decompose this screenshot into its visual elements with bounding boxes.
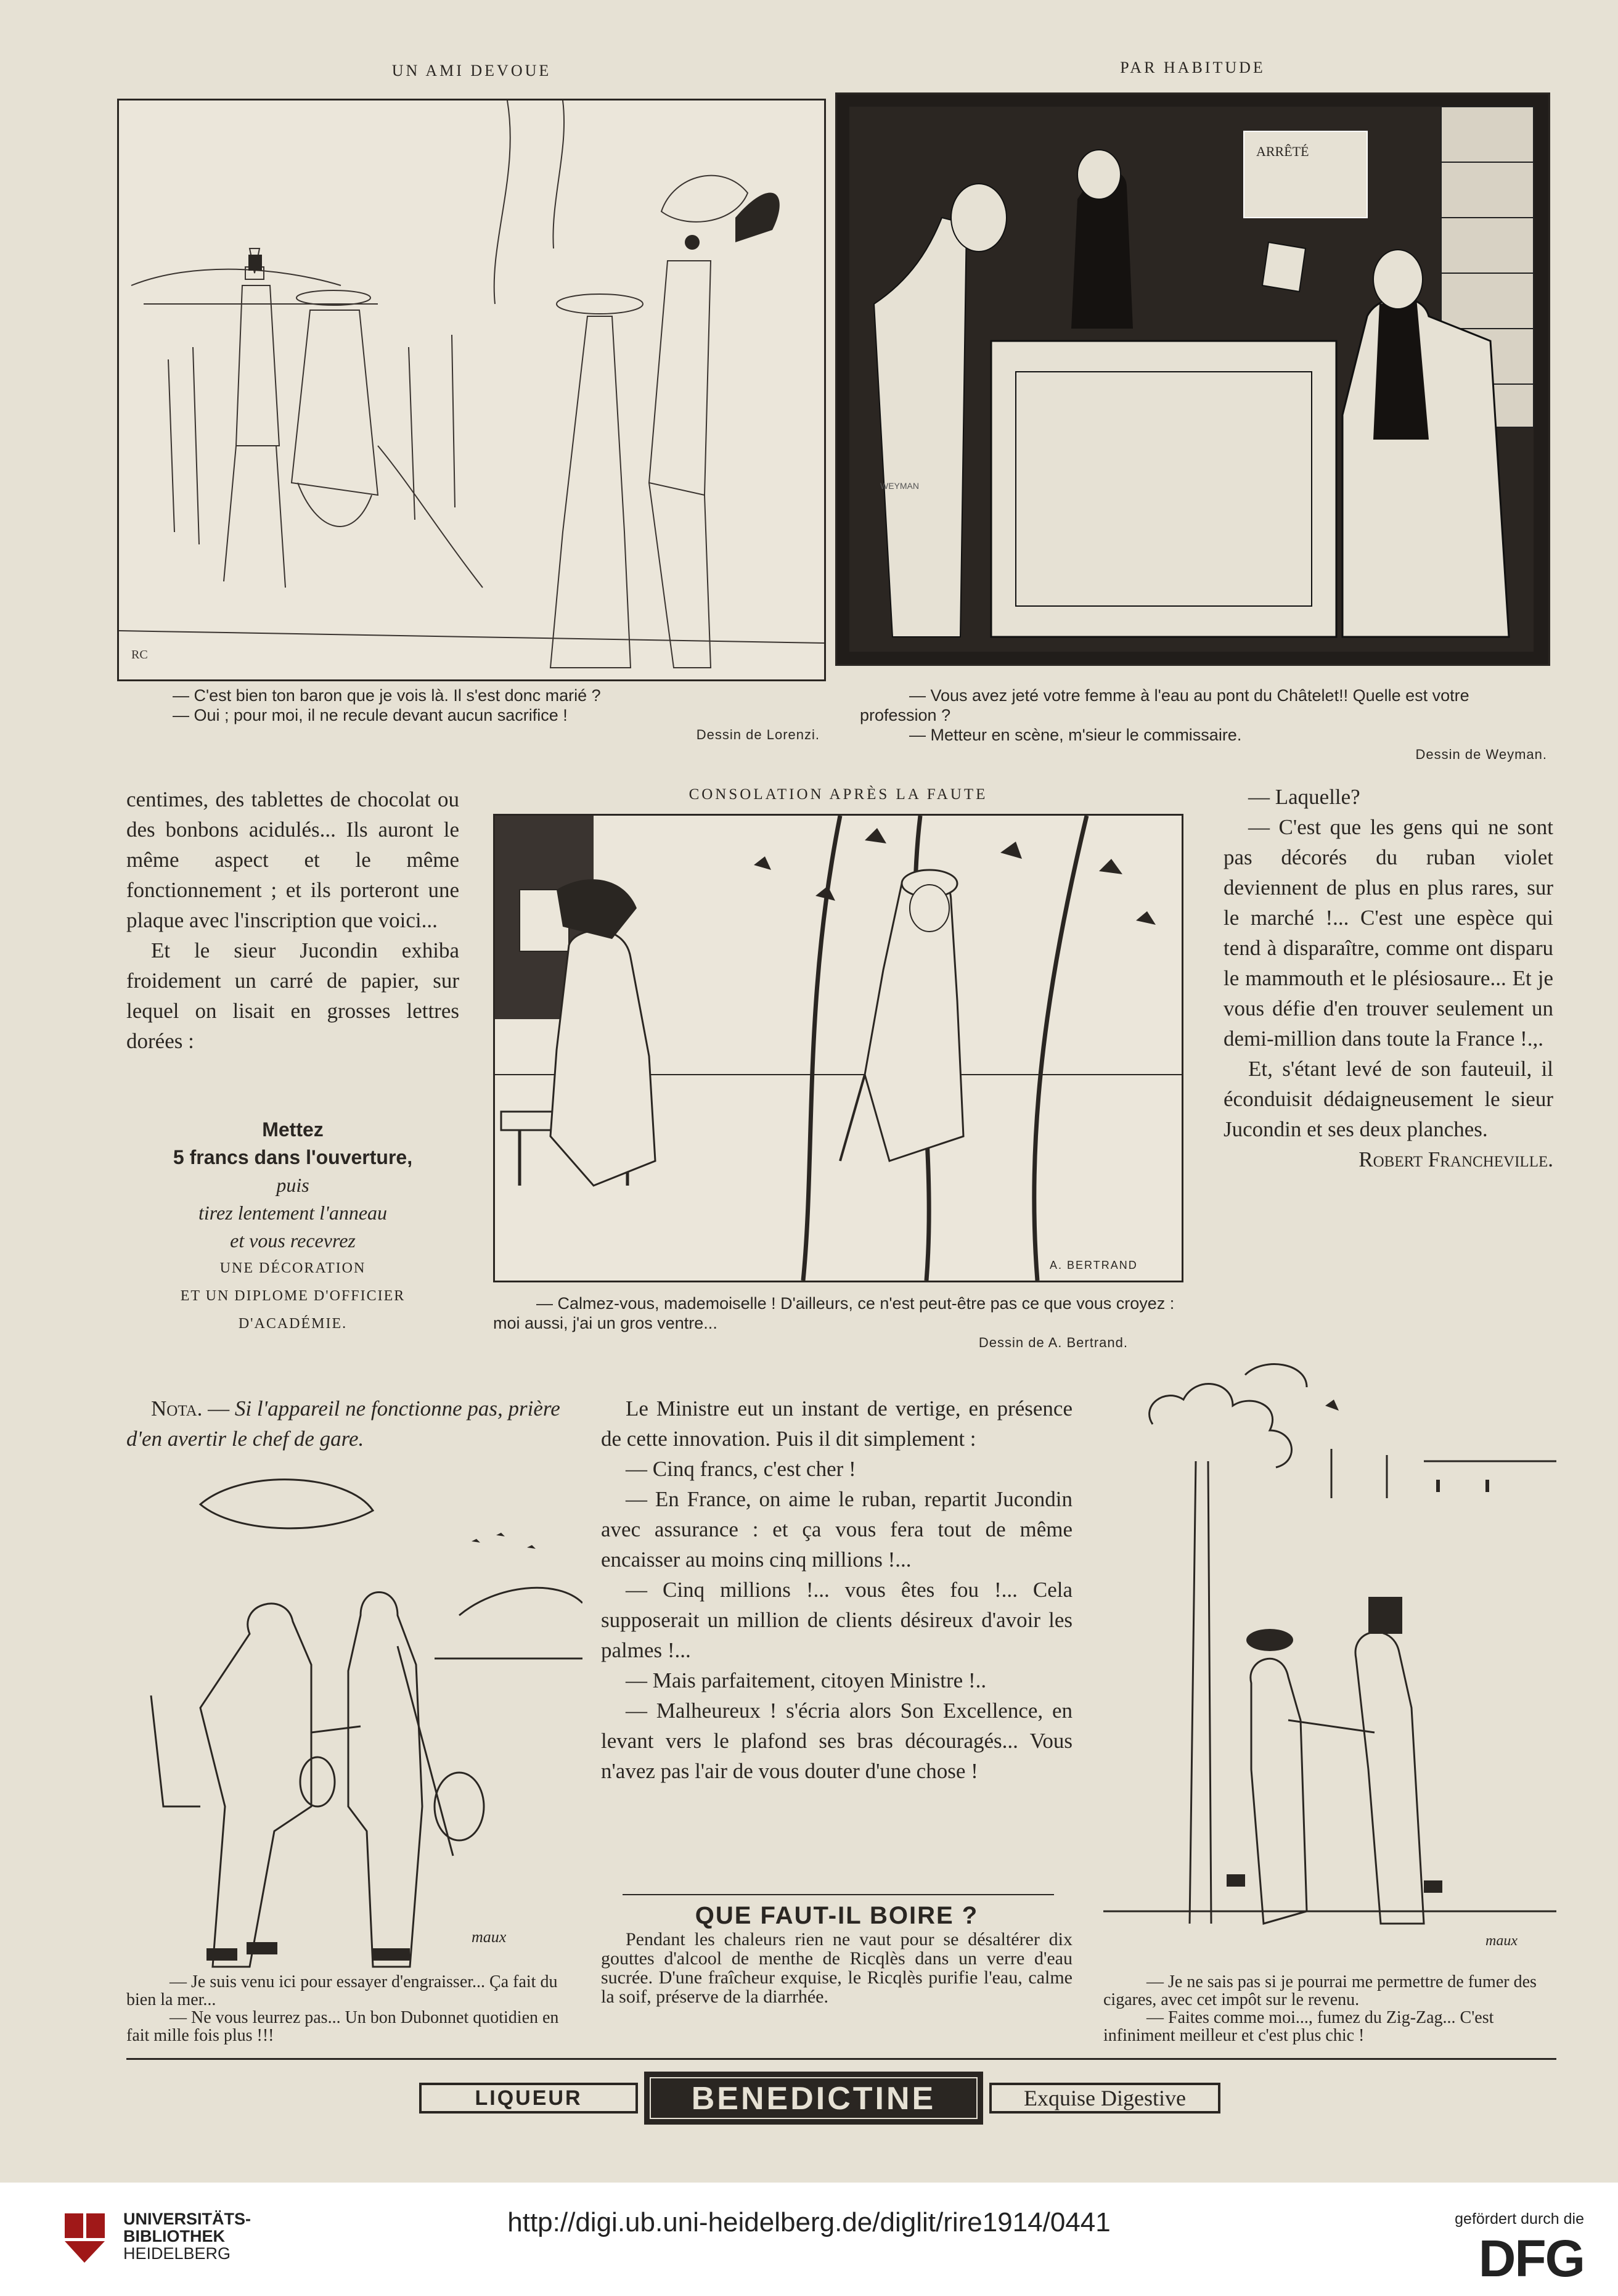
funded-by: gefördert durch die	[1455, 2210, 1584, 2228]
banner-right-box	[989, 2083, 1220, 2114]
cartoon-par-habitude	[835, 92, 1550, 666]
cartoon-consolation	[493, 814, 1183, 1282]
cartoon1-line1: — C'est bien ton baron que je vois là. Il s'est donc marié ?	[173, 686, 601, 705]
bottom-rule	[126, 2058, 1556, 2060]
cartoon4-signature: maux	[472, 1928, 507, 1946]
sign-line4: tirez lentement l'anneau	[198, 1202, 388, 1224]
right-p1: — Laquelle?	[1248, 785, 1360, 809]
left-p2: Et le sieur Jucondin exhiba froidement un carré de papier, sur lequel on lisait en grosses lettres dorées :	[126, 938, 459, 1053]
cartoon3-line1: — Calmez-vous, mademoiselle ! D'ailleurs, ce n'est peut-être pas ce que vous croyez : moi aussi, j'ai un gros ventre...	[493, 1294, 1175, 1332]
sign-line2: 5 francs dans l'ouverture,	[173, 1146, 413, 1168]
right-column	[1224, 782, 1553, 1175]
cartoon4-line2: — Ne vous leurrez pas... Un bon Dubonnet quotidien en fait mille fois plus !!!	[126, 2008, 559, 2045]
banner-right-text: Exquise Digestive	[1024, 2086, 1186, 2110]
banner-left-text: LIQUEUR	[475, 2086, 582, 2110]
middle-p1: Le Ministre eut un instant de vertige, en présence de cette innovation. Puis il dit simplement :	[601, 1396, 1073, 1451]
middle-p2: — Cinq francs, c'est cher !	[626, 1457, 856, 1481]
benedictine-banner	[419, 2067, 1264, 2128]
cartoon5-signature: maux	[1485, 1933, 1518, 1949]
ad-rule	[623, 1894, 1054, 1895]
cartoon2-line2: — Metteur en scène, m'sieur le commissaire.	[909, 726, 1242, 744]
ad-boire-title: QUE FAUT-IL BOIRE ?	[695, 1902, 979, 1929]
header-center: CONSOLATION APRÈS LA FAUTE	[688, 786, 988, 803]
middle-column	[601, 1393, 1073, 1786]
cartoon4-caption	[126, 1973, 586, 2044]
sign-line6: UNE DÉCORATION	[219, 1260, 366, 1276]
banner-center-box	[644, 2072, 983, 2125]
cartoon2-signature: WEYMAN	[880, 481, 919, 491]
library-line1: UNIVERSITÄTS-	[123, 2210, 251, 2228]
middle-p4: — Cinq millions !... vous êtes fou !... Cela supposerait un million de clients désireux d'avoir les palmes !...	[601, 1578, 1073, 1662]
ad-boire	[601, 1902, 1073, 2006]
cartoon2-line1: — Vous avez jeté votre femme à l'eau au pont du Châtelet!! Quelle est votre profession ?	[860, 686, 1469, 724]
cartoon3-credit: Dessin de A. Bertrand.	[978, 1335, 1128, 1350]
cartoon2-caption	[860, 686, 1547, 765]
middle-p3: — En France, on aime le ruban, repartit Jucondin avec assurance : et ça vous fera tout de même encaisser au moins cinq millions !...	[601, 1487, 1073, 1572]
nota	[126, 1393, 582, 1454]
left-p1: centimes, des tablettes de chocolat ou des bonbons acidulés... Ils auront le même aspect et le même fonctionnement ; et ils porteront une plaque avec l'inscription que voici...	[126, 787, 459, 932]
cartoon-bord-de-mer	[126, 1461, 582, 1970]
digitization-footer	[0, 2183, 1618, 2296]
left-column	[126, 784, 459, 1056]
library-line3: HEIDELBERG	[123, 2244, 231, 2263]
cartoon5-line1: — Je ne sais pas si je pourrai me permettre de fumer des cigares, avec cet impôt sur le revenu.	[1103, 1972, 1537, 2009]
cartoon1-line2: — Oui ; pour moi, il ne recule devant aucun sacrifice !	[173, 706, 568, 724]
ad-boire-text: Pendant les chaleurs rien ne vaut pour se désaltérer dix gouttes d'alcool de menthe de Ricqlès dans un verre d'eau sucrée. D'une fraîcheur exquise, le Ricqlès purifie l'eau, calme la soif, préserve de la diarrhée.	[601, 1929, 1073, 2007]
cartoon3-signature: A. BERTRAND	[1050, 1259, 1138, 1271]
cartoon-ami-devoue	[117, 99, 826, 681]
cartoon-cigares	[1103, 1338, 1556, 1954]
sign-line3: puis	[276, 1174, 309, 1196]
banner-center-text: BENEDICTINE	[650, 2077, 978, 2119]
sign-line8: D'ACADÉMIE.	[238, 1316, 348, 1332]
cartoon1-signature: RC	[131, 648, 148, 662]
cartoon2-sign: ARRÊTÉ	[1256, 144, 1309, 159]
cartoon5-caption	[1103, 1973, 1556, 2044]
sign-line5: et vous recevrez	[230, 1229, 356, 1252]
sign-line1: Mettez	[262, 1118, 324, 1141]
header-right: PAR HABITUDE	[1120, 59, 1265, 76]
banner-left-box	[419, 2083, 638, 2114]
cartoon4-line1: — Je suis venu ici pour essayer d'engraisser... Ça fait du bien la mer...	[126, 1972, 558, 2009]
middle-p5: — Mais parfaitement, citoyen Ministre !..	[626, 1668, 987, 1692]
cartoon5-line2: — Faites comme moi..., fumez du Zig-Zag... C'est infiniment meilleur et c'est plus chic !	[1103, 2008, 1494, 2045]
right-p3: Et, s'étant levé de son fauteuil, il éconduisit dédaigneusement le sieur Jucondin et ses deux planches.	[1224, 1057, 1553, 1141]
middle-p6: — Malheureux ! s'écria alors Son Excellence, en levant vers le plafond ses bras découragés... Vous n'avez pas l'air de vous douter d'une chose !	[601, 1699, 1073, 1783]
nota-text: Si l'appareil ne fonctionne pas, prière d'en avertir le chef de gare.	[126, 1396, 560, 1451]
library-line2: BIBLIOTHEK	[123, 2227, 225, 2245]
cartoon1-caption	[173, 686, 820, 745]
sign-line7: ET UN DIPLOME D'OFFICIER	[180, 1288, 406, 1304]
cartoon2-credit: Dessin de Weyman.	[1415, 747, 1547, 762]
author: Robert Francheville.	[1359, 1147, 1553, 1171]
permalink[interactable]: http://digi.ub.uni-heidelberg.de/diglit/rire1914/0441	[507, 2207, 1111, 2237]
nota-label: Nota. —	[151, 1396, 230, 1421]
header-left: UN AMI DEVOUE	[391, 62, 552, 80]
cartoon1-credit: Dessin de Lorenzi.	[696, 727, 820, 742]
cartoon3-caption	[493, 1294, 1183, 1353]
decoration-sign	[126, 1116, 459, 1338]
right-p2: — C'est que les gens qui ne sont pas décorés du ruban violet deviennent de plus en plus rares, sur le marché !... C'est une espèce qui tend à disparaître, comme ont disparu le mammouth et le plésiosaure... Et je vous défie d'en trouver seulement un demi-million dans toute la France !.,.	[1224, 815, 1553, 1051]
dfg-logo: DFG	[1478, 2229, 1584, 2287]
